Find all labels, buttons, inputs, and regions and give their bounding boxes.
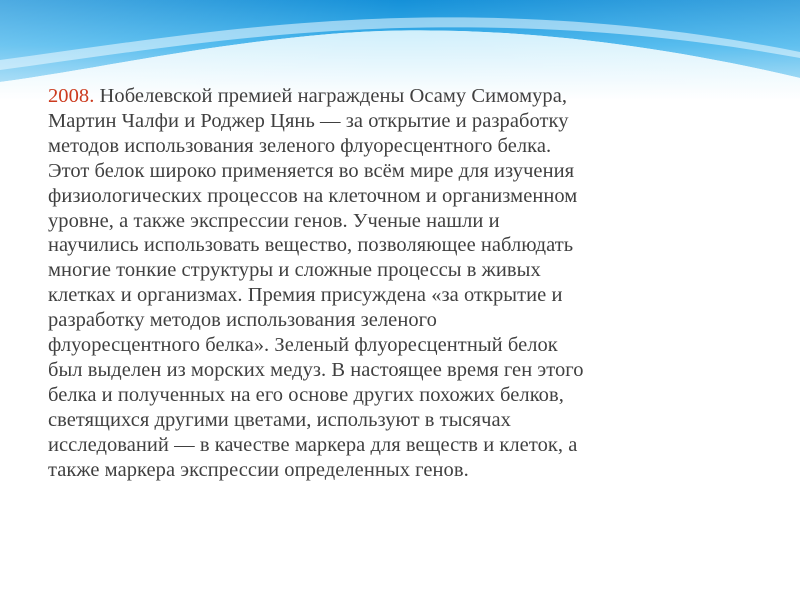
text-line: флуоресцентного белка». Зеленый флуоресцентный белок (48, 334, 558, 357)
text-line: Этот белок широко применяется во всём мире для изучения (48, 159, 575, 182)
text-line-segment: Нобелевской премией награждены Осаму Симомура, (94, 85, 568, 107)
text-line: физиологических процессов на клеточном и организменном (48, 184, 578, 207)
text-line: уровне, а также экспрессии генов. Ученые нашли и (48, 209, 500, 232)
text-line (48, 84, 778, 109)
year-highlight: 2008. (48, 85, 95, 107)
text-line: многие тонкие структуры и сложные процессы в живых (48, 259, 541, 282)
text-line: белка и полученных на его основе других похожих белков, (48, 383, 564, 406)
text-line: также маркера экспрессии определенных генов. (48, 458, 469, 481)
text-line: был выделен из морских медуз. В настоящее время ген этого (48, 358, 584, 381)
text-line: исследований — в качестве маркера для веществ и клеток, а (48, 433, 578, 456)
text-line: светящихся другими цветами, используют в тысячах (48, 408, 511, 431)
text-line: научились использовать вещество, позволяющее наблюдать (48, 234, 574, 257)
text-line: методов использования зеленого флуоресцентного белка. (48, 134, 552, 157)
text-line: Мартин Чалфи и Роджер Цянь — за открытие и разработку (48, 109, 569, 132)
text-line: клетках и организмах. Премия присуждена «за открытие и (48, 284, 563, 307)
body-paragraph (48, 84, 778, 483)
text-line: разработку методов использования зеленого (48, 309, 437, 332)
